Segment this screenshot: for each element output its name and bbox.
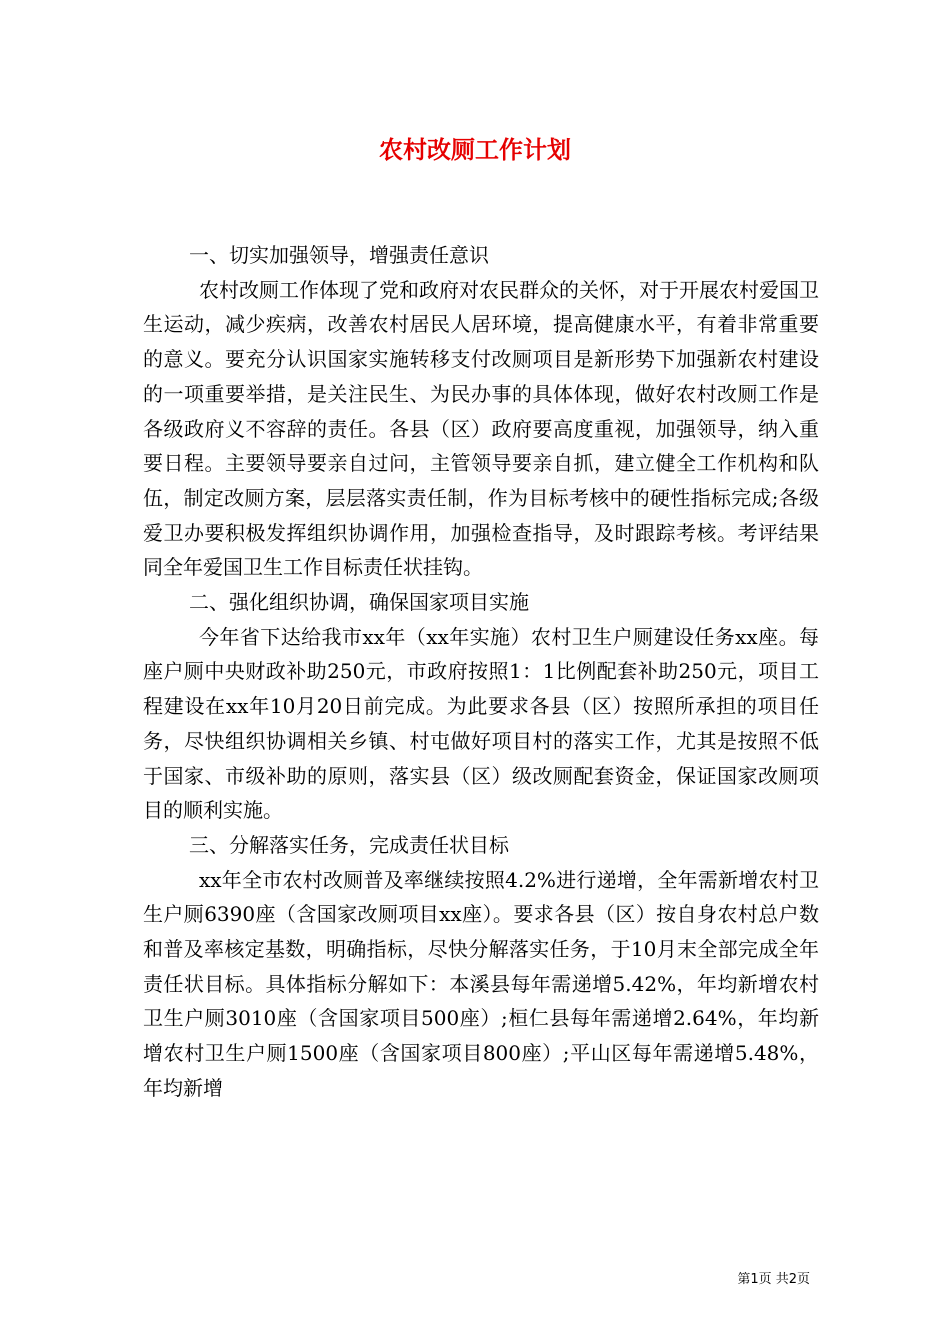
- document-body: [143, 238, 819, 1106]
- section-paragraph-3: xx年全市农村改厕普及率继续按照4.2%进行递增，全年需新增农村卫生户厕6390座（含国家改厕项目xx座）。要求各县（区）按自身农村总户数和普及率核定基数，明确指标，尽快分解落实任务，于10月末全部完成全年责任状目标。具体指标分解如下：本溪县每年需递增5.42%，年均新增农村卫生户厕3010座（含国家项目500座）;桓仁县每年需递增2.64%，年均新增农村卫生户厕1500座（含国家项目800座）;平山区每年需递增5.48%，年均新增: [143, 867, 819, 1100]
- section-heading-3: 三、分解落实任务，完成责任状目标: [189, 832, 509, 857]
- document-title: 农村改厕工作计划: [379, 135, 571, 164]
- page-number-footer: 第1页 共2页: [737, 1272, 810, 1287]
- section-heading-2: 二、强化组织协调，确保国家项目实施: [189, 590, 529, 615]
- section-paragraph-1: 农村改厕工作体现了党和政府对农民群众的关怀，对于开展农村爱国卫生运动，减少疾病，改善农村居民人居环境，提高健康水平，有着非常重要的意义。要充分认识国家实施转移支付改厕项目是新形势下加强新农村建设的一项重要举措，是关注民生、为民办事的具体体现，做好农村改厕工作是各级政府义不容辞的责任。各县（区）政府要高度重视，加强领导，纳入重要日程。主要领导要亲自过问，主管领导要亲自抓，建立健全工作机构和队伍，制定改厕方案，层层落实责任制，作为目标考核中的硬性指标完成;各级爱卫办要积极发挥组织协调作用，加强检查指导，及时跟踪考核。考评结果同全年爱国卫生工作目标责任状挂钩。: [143, 277, 819, 580]
- section-heading-1: 一、切实加强领导，增强责任意识: [189, 243, 489, 267]
- section-paragraph-2: 今年省下达给我市xx年（xx年实施）农村卫生户厕建设任务xx座。每座户厕中央财政补助250元，市政府按照1：1比例配套补助250元，项目工程建设在xx年10月20日前完成。为此要求各县（区）按照所承担的项目任务，尽快组织协调相关乡镇、村屯做好项目村的落实工作，尤其是按照不低于国家、市级补助的原则，落实县（区）级改厕配套资金，保证国家改厕项目的顺利实施。: [143, 624, 819, 823]
